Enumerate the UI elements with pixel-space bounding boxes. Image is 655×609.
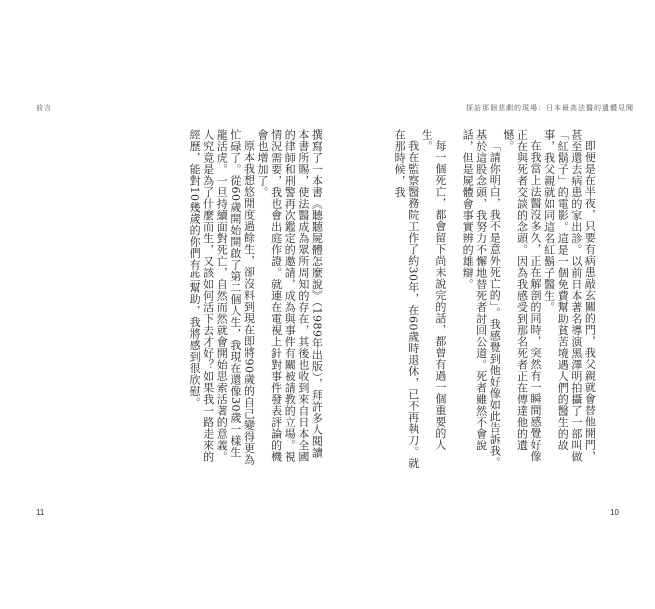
right-page-body bbox=[342, 129, 610, 469]
page-number-right: 10 bbox=[610, 508, 619, 517]
paragraph: 「請你明白，我不是意外死亡的」。我感覺到他好像如此告訴我。基於這股念頭，我努力不懈地替死者討回公道。死者雖然不會說話，但是屍體會事實辨的雄辯。 bbox=[461, 129, 502, 468]
page-number-left: 11 bbox=[36, 508, 45, 517]
paragraph: 每一個死亡，都會留下尚未說完的話，都曾有過一個重要的人生。 bbox=[420, 129, 447, 451]
paragraph: 原本我想悠閒度過餘生，卻沒料到現在即將90歲的自己變得更為忙碌了。從60歲開始開啟了第二個人生，我現在還像30歲一樣生龍活虎。一旦持續面對死亡，自然而然就會開始思索活著的意義。人究竟是為了什麼而生，又該如何活下去才好？如果我一路走來的經歷，能對10幾歲的你們有些幫助，我將感到很欣慰。 bbox=[188, 129, 256, 466]
running-header-left: 前言 bbox=[36, 104, 52, 112]
paragraph: 在我當上法醫沒多久，正在解剖的同時，突然有一瞬間感覺好像正在與死者交談的念頭。因為我感受到那名死者正在傳達他的遺憾。 bbox=[501, 129, 543, 462]
paragraph: 撰寫了一本書《聽聽屍體怎麼說》（1989年出版），拜許多人閱讀本書所賜，使法醫成為眾所周知的存在，其後也收到來自日本全國的律師和刑警再次鑑定的邀請，成為與事件有關被請教的立場。視情況需要，我也會出庭作證。就連在電視上針對事件發表評論的機會也增加了。 bbox=[256, 129, 324, 463]
paragraph: 即便是在半夜，只要有病患敲玄關的門，我父親就會替他開門，甚至還去病患的家出診。以前日本著名導演黑澤明拍攝了一部叫做「紅鬍子」的電影。這是一個免費幫助貧苦境遇人們的醫生的故事，我父親就如同這名紅鬍子醫生。 bbox=[542, 129, 597, 463]
running-header-right: 探訪那個悲劇的現場：日本最高法醫的遺體見聞 bbox=[466, 104, 634, 112]
left-page-body bbox=[57, 129, 337, 469]
paragraph: 我在監察醫務院工作了約30年，在60歲時退休，已不再執刀。就在那時候，我 bbox=[393, 129, 420, 469]
